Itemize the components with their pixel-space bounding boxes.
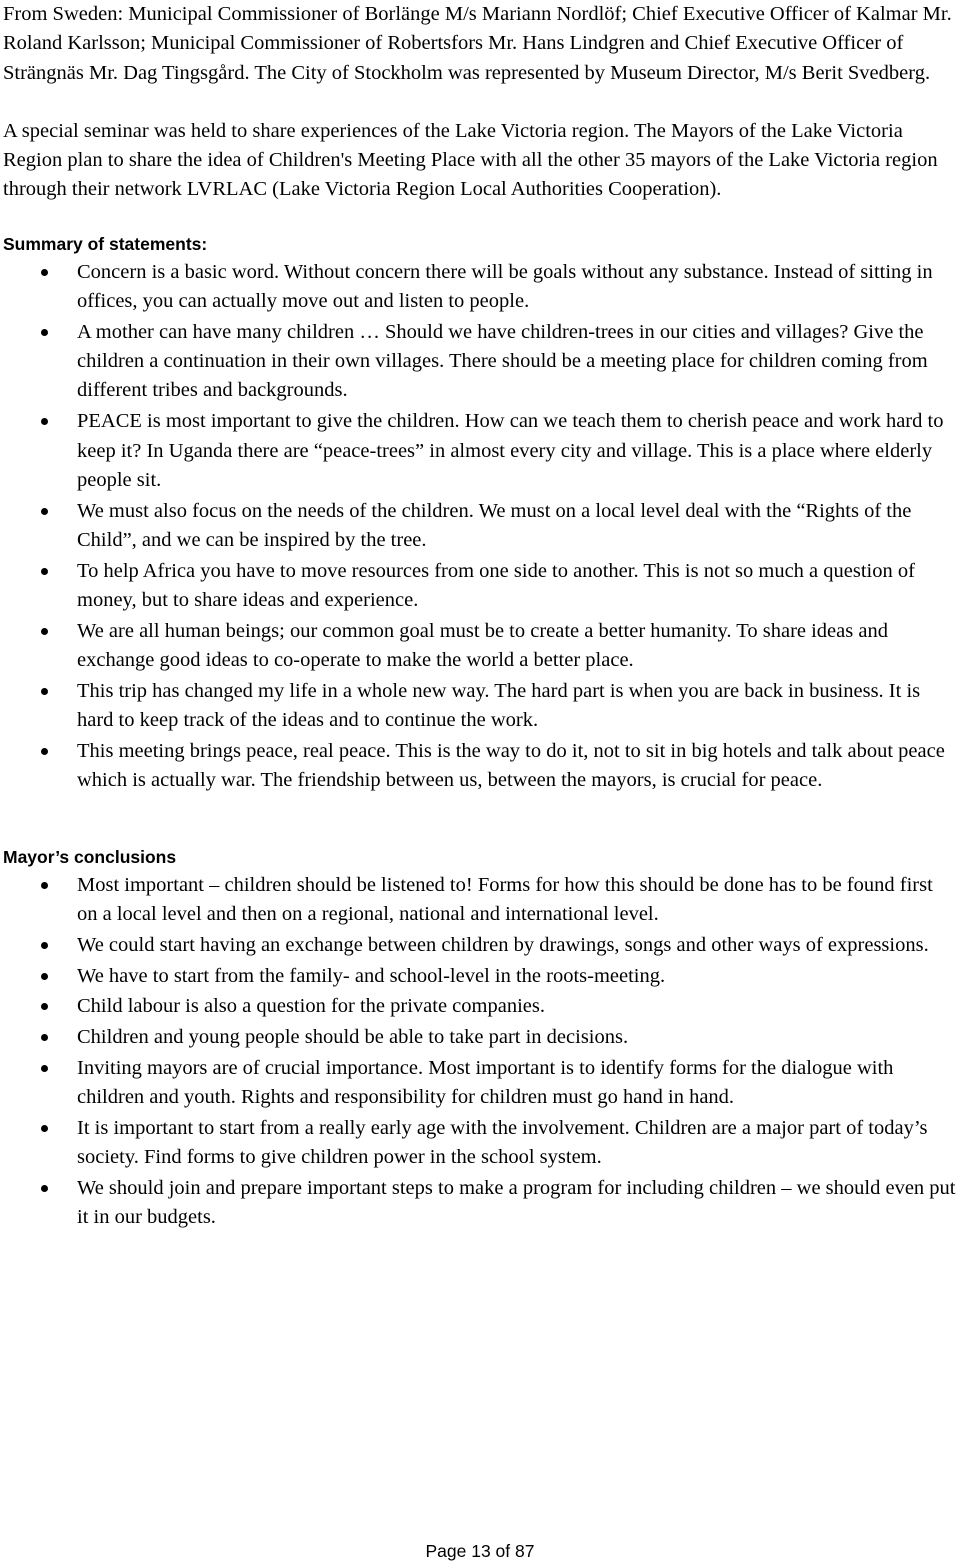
conclusion-item-text: Child labour is also a question for the private companies.	[77, 995, 545, 1018]
conclusion-item	[3, 871, 958, 930]
intro-paragraph: From Sweden: Municipal Commissioner of Borlänge M/s Mariann Nordlöf; Chief Executive Officer of Kalmar Mr. Roland Karlsson; Municipal Commissioner of Robertsfors Mr. Hans Lindgren and Chief Executive Officer of Strängnäs Mr. Dag Tingsgård. The City of Stockholm was represented by Museum Director, M/s Berit Svedberg.	[3, 3, 952, 84]
conclusion-item-text: We could start having an exchange between children by drawings, songs and other ways of expressions.	[77, 933, 929, 956]
conclusion-item-text: Children and young people should be able to take part in decisions.	[77, 1026, 629, 1049]
conclusions-list	[3, 871, 958, 1233]
conclusions-heading: Mayor’s conclusions	[3, 846, 177, 867]
bullet-icon	[41, 1125, 48, 1132]
conclusion-item	[3, 992, 958, 1021]
bullet-icon	[41, 329, 48, 336]
bullet-icon	[41, 1185, 48, 1192]
bullet-icon	[41, 973, 48, 980]
conclusion-item	[3, 1174, 958, 1233]
bullet-icon	[41, 688, 48, 695]
summary-item	[3, 497, 958, 556]
summary-item-text: We are all human beings; our common goal must be to create a better humanity. To share ideas and exchange good ideas to co-operate to make the world a better place.	[77, 619, 888, 672]
summary-item-text: This meeting brings peace, real peace. This is the way to do it, not to sit in big hotels and talk about peace which is actually war. The friendship between us, between the mayors, is crucial for peace.	[77, 740, 945, 792]
bullet-icon	[41, 748, 48, 755]
conclusion-item	[3, 962, 958, 991]
seminar-paragraph: A special seminar was held to share experiences of the Lake Victoria region. The Mayors of the Lake Victoria Region plan to share the idea of Children's Meeting Place with all the other 35 mayors of the Lake Victoria region through their network LVRLAC (Lake Victoria Region Local Authorities Cooperation).	[3, 119, 938, 201]
bullet-icon	[41, 568, 48, 575]
summary-item-text: We must also focus on the needs of the children. We must on a local level deal with the “Rights of the Child”, and we can be inspired by the tree.	[77, 499, 912, 551]
summary-item-text: To help Africa you have to move resources from one side to another. This is not so much a question of money, but to share ideas and experience.	[77, 559, 915, 612]
document-page	[3, 0, 958, 1234]
summary-item-text: Concern is a basic word. Without concern there will be goals without any substance. Instead of sitting in offices, you can actually move out and listen to people.	[77, 260, 933, 313]
summary-item-text: A mother can have many children … Should we have children-trees in our cities and villages? Give the children a continuation in their own villages. There should be a meeting place for children coming from different tribes and backgrounds.	[77, 320, 928, 402]
conclusion-item	[3, 1114, 958, 1173]
bullet-icon	[41, 1034, 48, 1041]
conclusion-item-text: We should join and prepare important steps to make a program for including children – we should even put it in our budgets.	[77, 1177, 956, 1229]
conclusion-item	[3, 1023, 958, 1052]
bullet-icon	[41, 628, 48, 635]
summary-item	[3, 617, 958, 676]
bullet-icon	[41, 942, 48, 949]
summary-item	[3, 407, 958, 495]
conclusion-item-text: Most important – children should be listened to! Forms for how this should be done has to be found first on a local level and then on a regional, national and international level.	[77, 873, 933, 925]
bullet-icon	[41, 269, 48, 276]
summary-heading: Summary of statements:	[3, 233, 208, 254]
summary-item	[3, 737, 958, 796]
summary-item-text: This trip has changed my life in a whole new way. The hard part is when you are back in business. It is hard to keep track of the ideas and to continue the work.	[77, 679, 921, 732]
conclusion-item	[3, 1054, 958, 1113]
conclusion-item-text: It is important to start from a really early age with the involvement. Children are a major part of today’s society. Find forms to give children power in the school system.	[77, 1117, 928, 1169]
conclusion-item	[3, 931, 958, 960]
bullet-icon	[41, 418, 48, 425]
summary-item	[3, 557, 958, 616]
summary-item	[3, 677, 958, 736]
bullet-icon	[41, 1065, 48, 1072]
summary-list	[3, 258, 958, 796]
bullet-icon	[41, 1003, 48, 1010]
bullet-icon	[41, 882, 48, 889]
page-number: Page 13 of 87	[425, 1541, 535, 1561]
bullet-icon	[41, 508, 48, 515]
summary-item-text: PEACE is most important to give the children. How can we teach them to cherish peace and work hard to keep it? In Uganda there are “peace-trees” in almost every city and village. This is a place where elderly people sit.	[77, 410, 944, 491]
conclusion-item-text: We have to start from the family- and school-level in the roots-meeting.	[77, 964, 666, 987]
conclusion-item-text: Inviting mayors are of crucial importance. Most important is to identify forms for the dialogue with children and youth. Rights and responsibility for children must go hand in hand.	[77, 1056, 894, 1109]
summary-item	[3, 258, 958, 317]
summary-item	[3, 318, 958, 406]
